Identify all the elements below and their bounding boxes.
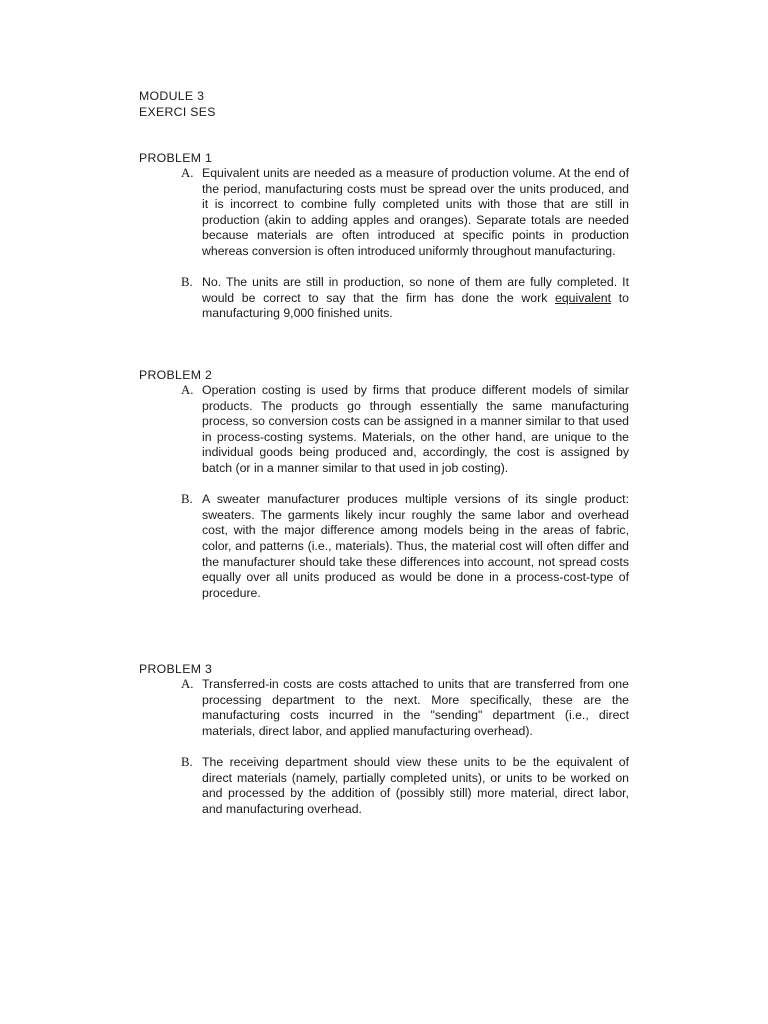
item-text: Equivalent units are needed as a measure of production volume. At the end of the period, manufacturing costs must be spread over the units produced, and it is incorrect to combine fully completed units with those that are still in production (akin to adding apples and oranges). Separate totals are needed because materials are often introduced at specific points in production whereas conversion is often introduced uniformly throughout manufacturing. xyxy=(202,166,629,258)
item-letter: A. xyxy=(181,383,194,397)
item-letter: A. xyxy=(181,166,194,180)
exercises-title: EXERCI SES xyxy=(139,105,216,119)
problem-3-title: PROBLEM 3 xyxy=(139,662,213,676)
problem-2-item-b xyxy=(181,492,629,601)
problem-3 xyxy=(139,661,639,817)
problem-1-title: PROBLEM 1 xyxy=(139,151,213,165)
item-text-part: to manufacturing 9,000 finished units. xyxy=(202,290,629,321)
problem-3-item-a xyxy=(181,677,629,739)
problem-1-item-b xyxy=(181,275,629,322)
problem-1-item-a xyxy=(181,166,629,260)
item-text: Operation costing is used by firms that produce different models of similar products. The products go through essentially the same manufacturing process, so conversion costs can be assigned in a manner similar to that used in process-costing systems. Materials, on the other hand, are unique to the individual goods being produced and, accordingly, the cost is assigned by batch (or in a manner similar to that used in job costing). xyxy=(202,383,629,475)
document-header xyxy=(139,88,216,120)
problem-2-title: PROBLEM 2 xyxy=(139,368,213,382)
item-text-part: No. The units are still in production, so none of them are fully completed. It would be correct to say that the firm has done the work xyxy=(202,275,629,305)
item-letter: B. xyxy=(181,754,193,769)
problem-3-item-b xyxy=(181,755,629,817)
item-text: The receiving department should view these units to be the equivalent of direct materials (namely, partially completed units), or units to be worked on and processed by the addition of (possibly still) more material, direct labor, and manufacturing overhead. xyxy=(202,754,629,816)
item-letter: A. xyxy=(181,677,194,691)
item-text: A sweater manufacturer produces multiple versions of its single product: sweaters. The garments likely incur roughly the same labor and overhead cost, with the major difference among models being in the areas of fabric, color, and patterns (i.e., materials). Thus, the material cost will often differ and the manufacturer should take these differences into account, not spread costs equally over all units produced as would be done in a process-cost-type of procedure. xyxy=(202,492,629,600)
underlined-term: equivalent xyxy=(555,290,612,305)
problem-2 xyxy=(139,367,639,601)
item-text xyxy=(202,275,629,322)
item-letter: B. xyxy=(181,492,193,507)
problem-1 xyxy=(139,150,639,322)
module-title: MODULE 3 xyxy=(139,89,205,103)
problem-2-item-a xyxy=(181,383,629,477)
item-text: Transferred-in costs are costs attached to units that are transferred from one processing department to the next. More specifically, these are the manufacturing costs incurred in the "sending" department (i.e., direct materials, direct labor, and applied manufacturing overhead). xyxy=(202,677,629,738)
item-letter: B. xyxy=(181,275,193,290)
